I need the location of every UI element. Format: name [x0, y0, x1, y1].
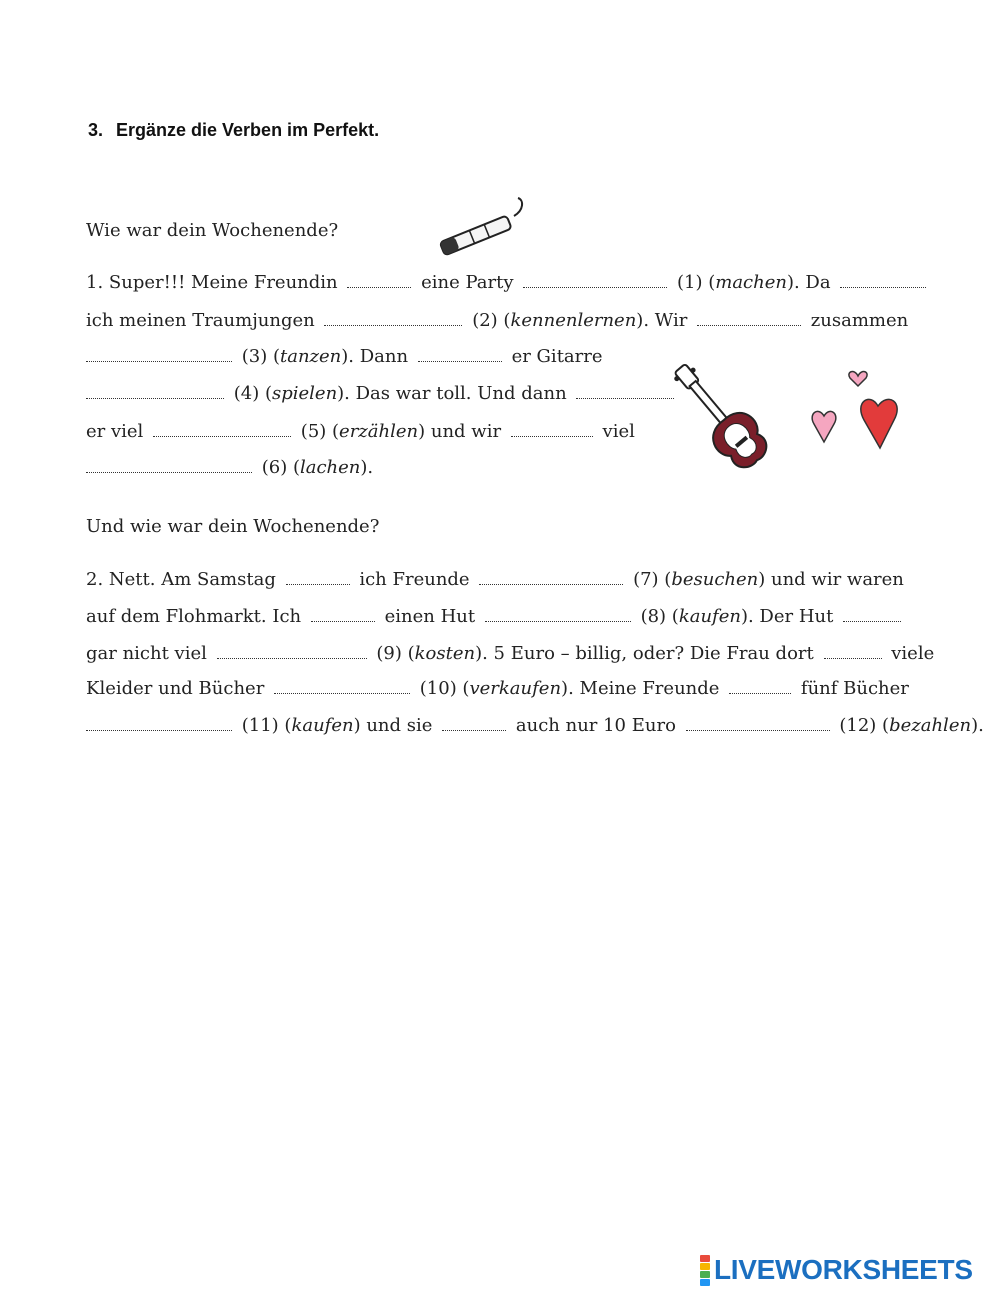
s1-line-6: (6) (lachen).	[86, 457, 373, 478]
gap-7[interactable]	[479, 570, 623, 585]
s2-line-2: auf dem Flohmarkt. Ich einen Hut (8) (kaufen). Der Hut	[86, 606, 905, 627]
section1-heading: Wie war dein Wochenende?	[86, 220, 339, 241]
gap-samstag[interactable]	[286, 570, 350, 585]
gap-sie[interactable]	[442, 716, 506, 731]
guitar-icon	[654, 350, 784, 480]
s2-line-3: gar nicht viel (9) (kosten). 5 Euro – billig, oder? Die Frau dort viele	[86, 643, 935, 664]
gap-8[interactable]	[485, 607, 631, 622]
gap-2[interactable]	[324, 311, 462, 326]
gap-1b[interactable]	[523, 273, 667, 288]
gap-hut[interactable]	[843, 607, 901, 622]
gap-wir-viel[interactable]	[511, 422, 593, 437]
section2-heading: Und wie war dein Wochenende?	[86, 516, 380, 537]
gap-10[interactable]	[274, 679, 410, 694]
s1-line-5: er viel (5) (erzählen) und wir viel	[86, 421, 635, 442]
gap-11[interactable]	[86, 716, 232, 731]
exercise-title	[88, 120, 379, 141]
gap-6[interactable]	[86, 458, 252, 473]
gap-dann[interactable]	[418, 347, 502, 362]
logo-text: LIVEWORKSHEETS	[714, 1254, 973, 1285]
gap-frau[interactable]	[824, 644, 882, 659]
s1-line-1: 1. Super!!! Meine Freundin eine Party (1) (machen). Da	[86, 272, 930, 293]
microphone-icon	[432, 194, 532, 264]
gap-5[interactable]	[153, 422, 291, 437]
gap-9[interactable]	[217, 644, 367, 659]
s2-line-1: 2. Nett. Am Samstag ich Freunde (7) (besuchen) und wir waren	[86, 569, 904, 590]
gap-3[interactable]	[86, 347, 232, 362]
exercise-number: 3.	[88, 120, 104, 140]
s1-line-3: (3) (tanzen). Dann er Gitarre	[86, 346, 603, 367]
s1-line-4: (4) (spielen). Das war toll. Und dann	[86, 383, 678, 404]
gap-da[interactable]	[840, 273, 926, 288]
gap-1a[interactable]	[347, 273, 411, 288]
s2-line-4: Kleider und Bücher (10) (verkaufen). Meine Freunde fünf Bücher	[86, 678, 909, 699]
s1-line-2: ich meinen Traumjungen (2) (kennenlernen). Wir zusammen	[86, 310, 909, 331]
logo-mark-icon	[700, 1255, 710, 1286]
gap-wir[interactable]	[697, 311, 801, 326]
hearts-icon	[808, 358, 904, 454]
gap-ich[interactable]	[311, 607, 375, 622]
gap-12[interactable]	[686, 716, 830, 731]
gap-4[interactable]	[86, 384, 224, 399]
s2-line-5: (11) (kaufen) und sie auch nur 10 Euro (12) (bezahlen).	[86, 715, 984, 736]
gap-freunde[interactable]	[729, 679, 791, 694]
liveworksheets-logo	[700, 1254, 973, 1286]
exercise-instruction: Ergänze die Verben im Perfekt.	[116, 120, 380, 140]
